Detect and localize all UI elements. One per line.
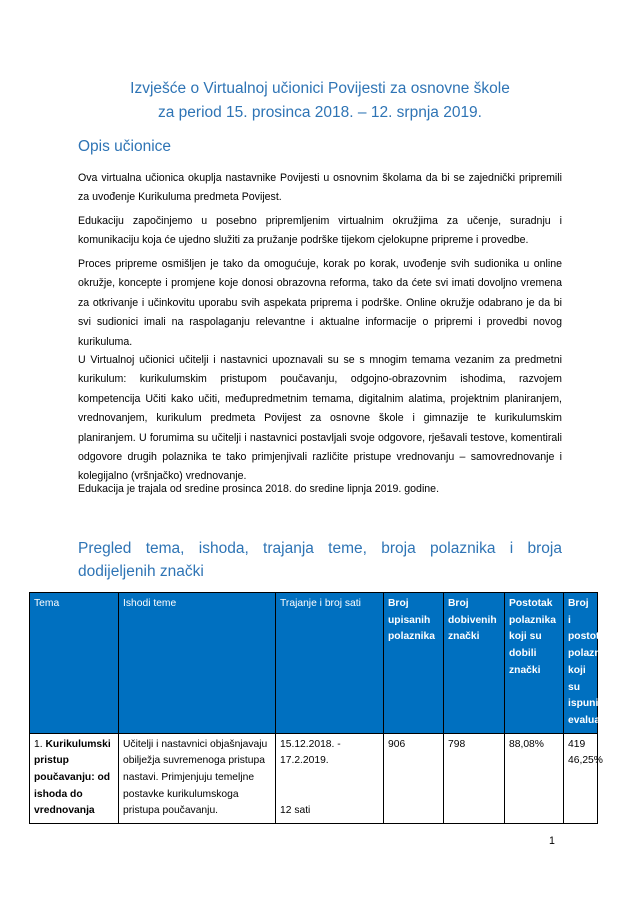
- evaluacija-postotak: 46,25%: [568, 755, 603, 767]
- page-number: 1: [549, 835, 555, 847]
- section-heading-pregled: Pregled tema, ishoda, trajanja teme, broja polaznika i broja dodijeljenih znački: [78, 540, 562, 580]
- paragraph-5: Edukacija je trajala od sredine prosinca 2018. do sredine lipnja 2019. godine.: [78, 483, 440, 495]
- column-header-znacki: Broj dobivenih znački: [444, 593, 505, 734]
- paragraph-1: Ova virtualna učionica okuplja nastavnike Povijesti u osnovnim školama da bi se zajednički pripremili za uvođenje Kurikuluma predmeta Povijest.: [78, 172, 562, 204]
- evaluacija-broj: 419: [568, 738, 586, 750]
- trajanje-dates: 15.12.2018. - 17.2.2019.: [280, 738, 341, 767]
- cell-trajanje: [276, 733, 384, 824]
- cell-upisanih: 906: [384, 733, 444, 824]
- paragraph-4: U Virtualnoj učionici učitelji i nastavnici upoznavali su se s mnogim temama vezanim za predmetni kurikulum: kurikulumskim pristupom poučavanju, odgojno-obrazovnim ishodima, razvojem kompetencija Učiti kako učiti, međupredmetnim temama, digitalnim alatima, projektnim planiranjem, vrednovanjem, kurikulum predmeta Povijest za osnovne škole i gimnazije te kurikulumskim planiranjem. U forumima su učitelji i nastavnici postavljali svoje odgovore, rješavali testove, komentirali odgovore drugih polaznika te tako primjenjivali različite pristupe vrednovanju – samovrednovanje i kolegijalno (vršnjačko) vrednovanje.: [78, 354, 562, 483]
- trajanje-sati: 12 sati: [280, 805, 311, 817]
- cell-postotak: 88,08%: [505, 733, 564, 824]
- column-header-upisanih: Broj upisanih polaznika: [384, 593, 444, 734]
- cell-znacki: 798: [444, 733, 505, 824]
- column-header-tema: Tema: [30, 593, 119, 734]
- column-header-ishodi: Ishodi teme: [119, 593, 276, 734]
- tema-title: Kurikulumski pristup poučavanju: od ishoda do vrednovanja: [34, 738, 111, 817]
- table-row: [30, 733, 598, 824]
- section-heading-opis: Opis učionice: [78, 138, 172, 155]
- overview-table: [29, 592, 618, 824]
- document-title-line-2: za period 15. prosinca 2018. – 12. srpnja 2019.: [157, 104, 482, 121]
- cell-evaluacija: [564, 733, 603, 824]
- cell-ishodi: Učitelji i nastavnici objašnjavaju obilježja suvremenoga pristupa nastavi. Primjenjuju temeljne postavke kurikulumskoga pristupa poučavanju.: [119, 733, 276, 824]
- column-header-evaluacija: Broj i postotak polaznika koji su ispunili evaluaciju: [564, 593, 598, 734]
- document-title-line-1: Izvješće o Virtualnoj učionici Povijesti za osnovne škole: [130, 80, 510, 97]
- column-header-trajanje: Trajanje i broj sati: [276, 593, 384, 734]
- paragraph-3: Proces pripreme osmišljen je tako da omogućuje, korak po korak, uvođenje svih sudionika u online okružje, koncepte i promjene koje donosi obrazovna reforma, tako da ćete svi imati dovoljno vremena za otkrivanje i učinkovitu uporabu svih aspekata priprema i podrške. Online okružje odabrano je da bi svi sudionici imali na raspolaganju relevantne i aktualne informacije o pripremi i provedbi novog kurikuluma.: [78, 258, 562, 348]
- column-header-postotak: Postotak polaznika koji su dobili znački: [505, 593, 564, 734]
- cell-tema: [30, 733, 119, 824]
- paragraph-2: Edukaciju započinjemo u posebno pripremljenim virtualnim okružjima za učenje, suradnju i komunikaciju koja će ujedno služiti za pružanje podrške tijekom cjelokupne pripreme i provedbe.: [78, 215, 562, 247]
- tema-number: 1.: [34, 738, 43, 750]
- table-header-row: [30, 593, 598, 734]
